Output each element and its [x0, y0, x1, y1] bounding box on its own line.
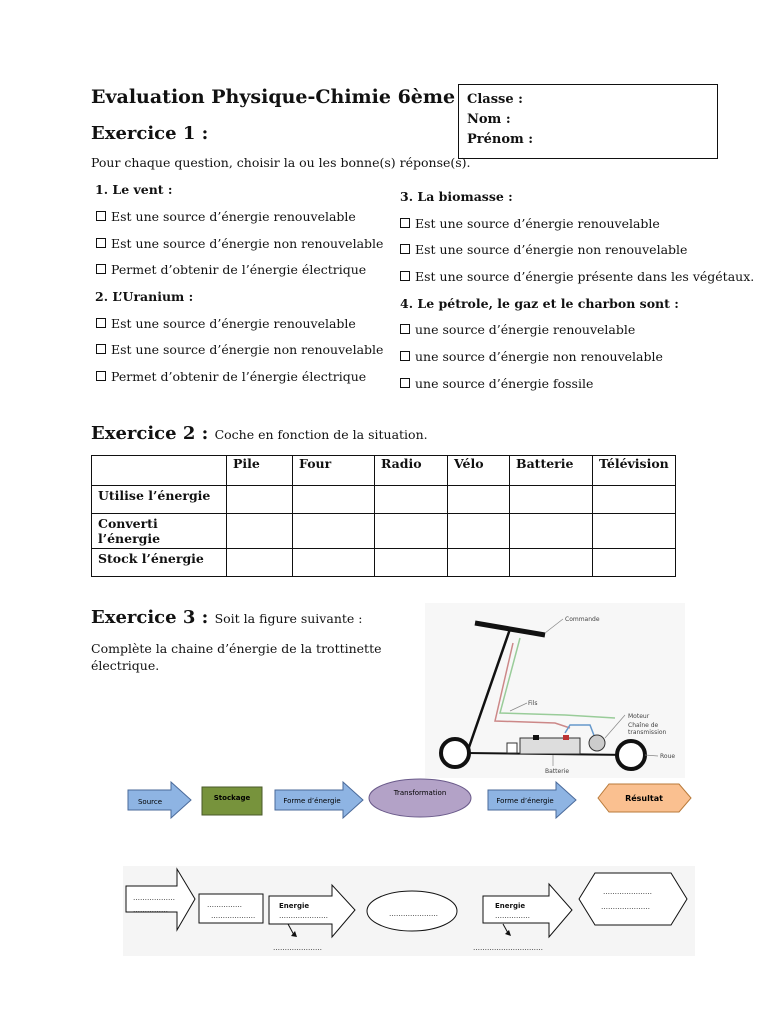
answer-cell[interactable] [375, 486, 448, 514]
checkbox[interactable] [96, 211, 106, 221]
table-row [92, 486, 676, 514]
checkbox[interactable] [96, 238, 106, 248]
checkbox[interactable] [400, 324, 410, 334]
blank-forme2-line: …………… [495, 912, 530, 920]
q4-option-1[interactable]: une source d’énergie renouvelable [400, 322, 635, 337]
column-header: Radio [375, 456, 448, 486]
q1-option-3[interactable]: Permet d’obtenir de l’énergie électrique [96, 262, 366, 277]
answer-cell[interactable] [448, 549, 510, 577]
ex3-heading: Exercice 3 : Soit la figure suivante : [91, 607, 363, 628]
ex2-heading: Exercice 2 : Coche en fonction de la situation. [91, 423, 428, 444]
column-header: Télévision [593, 456, 676, 486]
ex2-instruction: Coche en fonction de la situation. [214, 427, 428, 442]
source-label: Source [137, 798, 163, 806]
ex3-instruction-line2: électrique. [91, 658, 160, 673]
checkbox[interactable] [96, 344, 106, 354]
resultat-label: Résultat [625, 794, 663, 803]
blank-under-arrow-1: ………………… [273, 944, 322, 952]
checkbox[interactable] [400, 218, 410, 228]
blank-under-arrow-2: ………………………… [473, 944, 543, 952]
checkbox[interactable] [400, 244, 410, 254]
resultat-hexagon [598, 784, 691, 812]
answer-cell[interactable] [375, 549, 448, 577]
switch-box [507, 743, 517, 753]
ex3-instruction-line1: Complète la chaine d’énergie de la trottinette [91, 641, 382, 656]
blank-source-line-1: ……………… [133, 894, 175, 902]
answer-cell[interactable] [593, 514, 676, 549]
blank-transformation-line: ………………… [389, 910, 438, 918]
table-header-row [92, 456, 676, 486]
checkbox[interactable] [400, 271, 410, 281]
q3-title: 3. La biomasse : [400, 189, 513, 204]
blank-stockage-line-1: …………… [207, 901, 242, 909]
table-row [92, 549, 676, 577]
answer-cell[interactable] [510, 514, 593, 549]
battery-terminal [533, 735, 539, 740]
q1-option-2[interactable]: Est une source d’énergie non renouvelable [96, 236, 383, 251]
front-wheel [441, 739, 469, 767]
scooter-figure [425, 603, 685, 778]
label-moteur: Moteur [628, 713, 650, 720]
checkbox[interactable] [96, 264, 106, 274]
q4-title: 4. Le pétrole, le gaz et le charbon sont : [400, 296, 679, 311]
label-batterie: Batterie [545, 768, 570, 775]
q1-option-1[interactable]: Est une source d’énergie renouvelable [96, 209, 356, 224]
answer-cell[interactable] [293, 514, 375, 549]
q2-option-2[interactable]: Est une source d’énergie non renouvelable [96, 342, 383, 357]
forme-arrow-1 [275, 782, 363, 818]
table-corner-cell [92, 456, 227, 486]
energy-chain-legend [125, 778, 695, 826]
row-header: Stock l’énergie [92, 549, 227, 577]
q4-option-3[interactable]: une source d’énergie fossile [400, 376, 593, 391]
answer-cell[interactable] [593, 549, 676, 577]
nom-label: Nom : [467, 112, 511, 127]
forme-arrow-2 [488, 782, 576, 818]
source-arrow [128, 782, 191, 818]
q4-option-2[interactable]: une source d’énergie non renouvelable [400, 349, 663, 364]
blank-forme1-line: ………………… [279, 912, 328, 920]
label-commande: Commande [565, 616, 600, 623]
row-header: Converti l’énergie [92, 514, 227, 549]
table-row [92, 514, 676, 549]
column-header: Batterie [510, 456, 593, 486]
battery-terminal [563, 735, 569, 740]
q2-option-1[interactable]: Est une source d’énergie renouvelable [96, 316, 356, 331]
label-roue: Roue [660, 753, 676, 760]
checkbox[interactable] [96, 318, 106, 328]
label-chaine-2: transmission [628, 729, 667, 736]
answer-cell[interactable] [227, 549, 293, 577]
checkbox[interactable] [96, 371, 106, 381]
stockage-label: Stockage [213, 794, 251, 802]
answer-cell[interactable] [375, 514, 448, 549]
classe-label: Classe : [467, 92, 523, 107]
energy-table [91, 455, 676, 577]
answer-cell[interactable] [593, 486, 676, 514]
column-header: Four [293, 456, 375, 486]
forme-label-1: Forme d’énergie [283, 797, 341, 805]
ex3-sub: Soit la figure suivante : [214, 611, 363, 626]
battery-block [520, 738, 580, 754]
answer-cell[interactable] [510, 486, 593, 514]
page-title: Evaluation Physique-Chimie 6ème [91, 86, 456, 108]
forme-label-2: Forme d’énergie [496, 797, 554, 805]
q2-option-3[interactable]: Permet d’obtenir de l’énergie électrique [96, 369, 366, 384]
answer-cell[interactable] [510, 549, 593, 577]
blank-energie-label-2: Energie [495, 902, 526, 910]
blank-resultat-line-1: ………………… [603, 888, 652, 896]
ex1-instruction: Pour chaque question, choisir la ou les bonne(s) réponse(s). [91, 155, 471, 170]
blank-resultat-line-2: ………………… [601, 903, 650, 911]
student-id-box [458, 84, 718, 159]
q3-option-2[interactable]: Est une source d’énergie non renouvelable [400, 242, 687, 257]
motor [589, 735, 605, 751]
answer-cell[interactable] [293, 549, 375, 577]
row-header: Utilise l’énergie [92, 486, 227, 514]
rear-wheel [617, 741, 645, 769]
checkbox[interactable] [400, 378, 410, 388]
blank-source-line-2: …………… [133, 906, 168, 914]
q1-title: 1. Le vent : [95, 182, 173, 197]
answer-cell[interactable] [227, 486, 293, 514]
prenom-label: Prénom : [467, 132, 534, 147]
answer-cell[interactable] [448, 486, 510, 514]
transformation-label: Transformation [393, 789, 447, 797]
blank-energie-label-1: Energie [279, 902, 310, 910]
label-fils: Fils [528, 700, 538, 707]
checkbox[interactable] [400, 351, 410, 361]
transformation-shape [369, 779, 471, 817]
label-chaine-1: Chaîne de [628, 722, 659, 729]
blank-stockage-line-2: ………………. [211, 912, 256, 920]
q2-title: 2. L’Uranium : [95, 289, 194, 304]
q3-option-1[interactable]: Est une source d’énergie renouvelable [400, 216, 660, 231]
energy-chain-blank[interactable] [123, 866, 695, 956]
answer-cell[interactable] [293, 486, 375, 514]
column-header: Pile [227, 456, 293, 486]
blank-resultat-hexagon [579, 873, 687, 925]
transformation-ellipse [369, 779, 471, 817]
answer-cell[interactable] [227, 514, 293, 549]
ex1-heading: Exercice 1 : [91, 123, 209, 144]
q3-option-3[interactable]: Est une source d’énergie présente dans les végétaux. [400, 269, 754, 284]
answer-cell[interactable] [448, 514, 510, 549]
column-header: Vélo [448, 456, 510, 486]
stockage-box [202, 787, 262, 815]
